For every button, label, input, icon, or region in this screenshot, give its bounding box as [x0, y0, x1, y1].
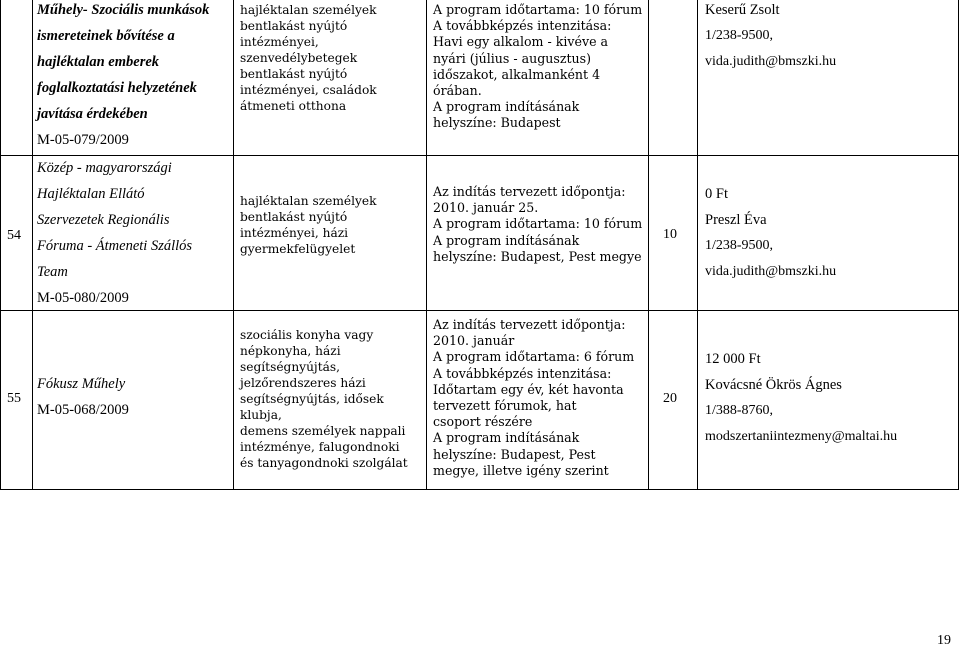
row-number: 55 — [7, 391, 21, 406]
target-group — [240, 2, 425, 114]
program-title — [37, 371, 232, 423]
title-line: Szervezetek Regionális — [37, 212, 170, 228]
title-line: javítása érdekében — [37, 106, 148, 122]
schedule-line: 2010. január — [433, 333, 515, 349]
program-code: M-05-079/2009 — [37, 132, 129, 148]
schedule-line: A továbbképzés intenzitása: — [433, 365, 612, 381]
schedule-line: helyszíne: Budapest — [433, 115, 561, 131]
contact-name: Keserű Zsolt — [705, 2, 780, 18]
table-row — [0, 155, 959, 310]
title-line: Közép - magyarországi — [37, 160, 172, 176]
participant-count: 20 — [663, 391, 677, 406]
schedule-line: időszakot, alkalmanként 4 — [433, 66, 601, 82]
target-line: bentlakást nyújtó — [240, 67, 348, 81]
target-line: jelzőrendszeres házi — [240, 376, 366, 390]
target-group — [240, 327, 425, 471]
row-number: 54 — [7, 228, 21, 243]
program-code: M-05-068/2009 — [37, 402, 129, 418]
schedule-line: A program indításának — [433, 430, 580, 446]
schedule-line: órában. — [433, 83, 482, 99]
contact — [705, 346, 957, 450]
schedule-line: nyári (július - augusztus) — [433, 50, 592, 66]
schedule — [433, 184, 647, 265]
contact — [705, 0, 955, 75]
target-line: szociális konyha vagy — [240, 328, 374, 342]
schedule-line: tervezett fórumok, hat — [433, 398, 577, 414]
target-line: bentlakást nyújtó — [240, 210, 348, 224]
schedule-line: A program időtartama: 10 fórum — [433, 216, 643, 232]
page-number: 19 — [937, 633, 951, 648]
title-line: Fókusz Műhely — [37, 376, 126, 392]
schedule-line: Az indítás tervezett időpontja: — [433, 184, 626, 199]
target-line: intézménye, falugondnoki — [240, 440, 400, 454]
contact-phone: 1/388-8760, — [705, 403, 774, 418]
target-line: segítségnyújtás, idősek — [240, 392, 384, 406]
program-code: M-05-080/2009 — [37, 290, 129, 306]
schedule-line: csoport részére — [433, 414, 533, 430]
title-line: Team — [37, 264, 68, 280]
target-line: átmeneti otthona — [240, 99, 347, 113]
schedule-line: Az indítás tervezett időpontja: — [433, 317, 626, 332]
schedule-line: A program időtartama: 6 fórum — [433, 349, 635, 365]
table-row — [0, 310, 959, 490]
schedule-line: Havi egy alkalom - kivéve a — [433, 34, 609, 50]
target-line: hajléktalan személyek — [240, 3, 377, 17]
contact-phone: 1/238-9500, — [705, 28, 774, 43]
contact-phone: 1/238-9500, — [705, 238, 774, 253]
contact-fee: 12 000 Ft — [705, 351, 761, 367]
target-line: bentlakást nyújtó — [240, 19, 348, 33]
schedule-line: 2010. január 25. — [433, 200, 539, 216]
target-line: szenvedélybetegek — [240, 51, 358, 65]
title-line: foglalkoztatási helyzetének — [37, 80, 197, 96]
target-line: segítségnyújtás, — [240, 360, 340, 374]
schedule-line: A program időtartama: 10 fórum — [433, 2, 643, 17]
schedule-line: helyszíne: Budapest, Pest — [433, 446, 596, 462]
target-line: és tanyagondnoki szolgálat — [240, 456, 408, 470]
contact-name: Preszl Éva — [705, 212, 767, 228]
schedule-line: A továbbképzés intenzitása: — [433, 18, 612, 34]
participant-count: 10 — [663, 227, 677, 242]
program-title — [37, 0, 232, 153]
schedule-line: megye, illetve igény szerint — [433, 462, 609, 478]
contact-email: vida.judith@bmszki.hu — [705, 264, 837, 279]
table-row — [0, 0, 959, 155]
contact — [705, 181, 955, 285]
program-title — [37, 155, 232, 311]
contact-email: vida.judith@bmszki.hu — [705, 54, 837, 69]
target-group — [240, 193, 425, 257]
title-line: ismereteinek bővítése a — [37, 28, 175, 44]
schedule-line: A program indításának — [433, 99, 580, 115]
schedule-line: helyszíne: Budapest, Pest megye — [433, 248, 642, 264]
target-line: demens személyek nappali — [240, 424, 406, 438]
target-line: intézményei, családok — [240, 83, 377, 97]
schedule-line: A program indításának — [433, 232, 580, 248]
title-line: hajléktalan emberek — [37, 54, 160, 70]
target-line: népkonyha, házi — [240, 344, 341, 358]
contact-email: modszertaniintezmeny@maltai.hu — [705, 429, 898, 444]
contact-name: Kovácsné Ökrös Ágnes — [705, 377, 842, 393]
target-line: klubja, — [240, 408, 282, 422]
target-line: hajléktalan személyek — [240, 194, 377, 208]
title-line: Hajléktalan Ellátó — [37, 186, 145, 202]
target-line: intézményei, — [240, 35, 319, 49]
contact-fee: 0 Ft — [705, 186, 728, 202]
schedule — [433, 317, 647, 479]
schedule — [433, 2, 647, 132]
target-line: intézményei, házi — [240, 226, 349, 240]
schedule-line: Időtartam egy év, két havonta — [433, 381, 624, 397]
title-line: Fóruma - Átmeneti Szállós — [37, 238, 193, 254]
title-line: Műhely- Szociális munkások — [37, 2, 210, 18]
target-line: gyermekfelügyelet — [240, 242, 356, 256]
